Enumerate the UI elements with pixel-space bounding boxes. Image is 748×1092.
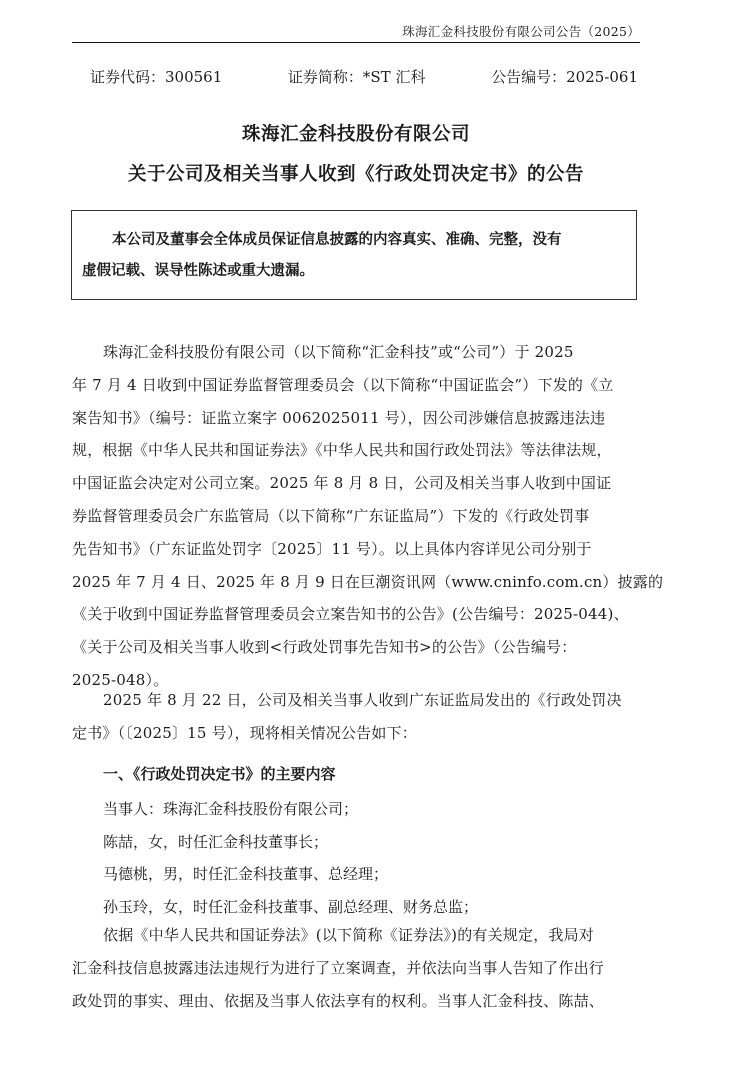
paragraph-line: 规，根据《中华人民共和国证券法》《中华人民共和国行政处罚法》等法律法规， — [72, 441, 612, 460]
party-item: 当事人：珠海汇金科技股份有限公司； — [103, 800, 359, 818]
paragraph-2 — [72, 684, 640, 750]
paragraph-line: 券监督管理委员会广东监管局（以下简称“广东证监局”）下发的《行政处罚事 — [72, 506, 590, 525]
paragraph-line: 珠海汇金科技股份有限公司（以下简称“汇金科技”或“公司”）于 2025 — [103, 343, 574, 361]
paragraph-line: 依据《中华人民共和国证券法》(以下简称《证券法》)的有关规定，我局对 — [103, 926, 595, 944]
paragraph-line: 2025 年 7 月 4 日、2025 年 8 月 9 日在巨潮资讯网（www.cninfo.com.cn）披露的 — [72, 572, 664, 591]
header-rule — [72, 42, 640, 43]
title-company: 珠海汇金科技股份有限公司 — [241, 124, 470, 145]
title-subject: 关于公司及相关当事人收到《行政处罚决定书》的公告 — [127, 164, 584, 185]
running-header: 珠海汇金科技股份有限公司公告（2025） — [402, 24, 640, 39]
paragraph-line: 中国证监会决定对公司立案。2025 年 8 月 8 日，公司及相关当事人收到中国证 — [72, 474, 612, 493]
party-list — [103, 793, 478, 923]
announcement-number: 公告编号：2025-061 — [491, 68, 638, 86]
paragraph-line: 案告知书》（编号：证监立案字 0062025011 号），因公司涉嫌信息披露违法违 — [72, 408, 606, 427]
stock-abbreviation: 证券简称：*ST 汇科 — [287, 68, 426, 86]
paragraph-line: 先告知书》（广东证监处罚字〔2025〕11 号）。以上具体内容详见公司分别于 — [72, 539, 592, 558]
paragraph-line: 政处罚的事实、理由、依据及当事人依法享有的权利。当事人汇金科技、陈喆、 — [72, 991, 605, 1010]
party-item: 孙玉玲，女，时任汇金科技董事、副总经理、财务总监； — [103, 897, 479, 916]
notice-line-1: 本公司及董事会全体成员保证信息披露的内容真实、准确、完整，没有 — [112, 232, 562, 248]
party-item: 马德桃，男，时任汇金科技董事、总经理； — [103, 865, 389, 883]
paragraph-line: 《关于公司及相关当事人收到<行政处罚事先告知书>的公告》（公告编号： — [72, 638, 577, 657]
stock-code: 证券代码：300561 — [90, 68, 223, 86]
paragraph-line: 定书》（〔2025〕15 号），现将相关情况公告如下： — [72, 723, 417, 742]
notice-line-2: 虚假记载、误导性陈述或重大遗漏。 — [82, 263, 314, 279]
party-item: 陈喆，女，时任汇金科技董事长； — [103, 832, 329, 851]
paragraph-line: 2025-048）。 — [72, 670, 169, 689]
section-heading: 一、《行政处罚决定书》的主要内容 — [103, 765, 336, 783]
paragraph-1 — [72, 336, 664, 697]
paragraph-3 — [72, 919, 640, 1017]
paragraph-line: 《关于收到中国证券监督管理委员会立案告知书的公告》(公告编号：2025-044)、 — [72, 605, 629, 624]
paragraph-line: 2025 年 8 月 22 日，公司及相关当事人收到广东证监局发出的《行政处罚决 — [103, 691, 622, 709]
notice-box — [71, 210, 637, 300]
paragraph-line: 汇金科技信息披露违法违规行为进行了立案调查，并依法向当事人告知了作出行 — [72, 958, 605, 977]
paragraph-line: 年 7 月 4 日收到中国证券监督管理委员会（以下简称“中国证监会”）下发的《立 — [72, 375, 614, 394]
meta-row — [90, 66, 638, 87]
